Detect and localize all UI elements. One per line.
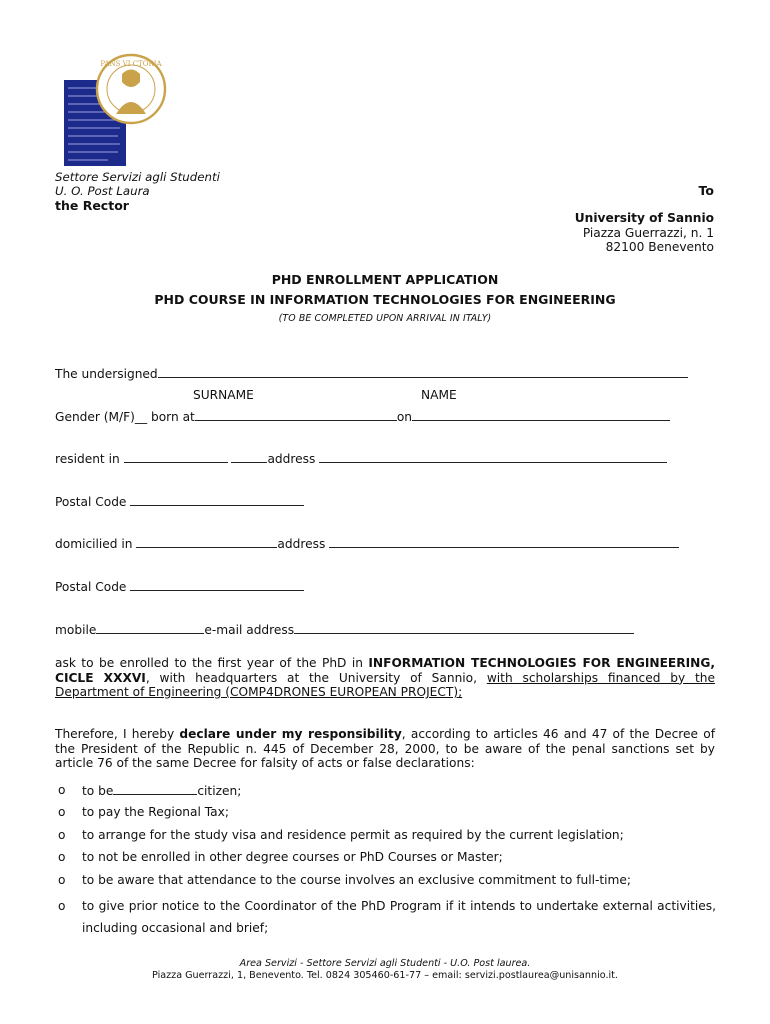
resident-prov-blank[interactable] [231, 451, 267, 463]
recipient-address [575, 211, 714, 255]
svg-text:PANS VI CTORIA: PANS VI CTORIA [100, 60, 162, 68]
to-label: To [698, 183, 714, 198]
birthplace-blank[interactable] [195, 409, 397, 421]
surname-caption: SURNAME [193, 388, 254, 402]
document-title: PHD ENROLLMENT APPLICATION [271, 272, 499, 287]
postal2-row [55, 579, 304, 594]
mobile-blank[interactable] [96, 622, 204, 634]
birthdate-blank[interactable] [412, 409, 670, 421]
undersigned-blank[interactable] [158, 366, 688, 378]
declaration-paragraph [55, 727, 715, 771]
bullet-marker: o [58, 898, 66, 913]
university-name: University of Sannio [574, 211, 714, 225]
request-paragraph [55, 656, 715, 700]
declare-bold: declare under my responsibility [179, 727, 402, 741]
postal2-blank[interactable] [130, 579, 304, 591]
completion-note: (TO BE COMPLETED UPON ARRIVAL IN ITALY) [278, 313, 492, 324]
postal2-label: Postal Code [55, 580, 127, 594]
resident-city-blank[interactable] [124, 451, 228, 463]
page-footer [0, 958, 770, 982]
list-item-text: to be [82, 784, 114, 798]
declare-text: Therefore, I hereby [55, 727, 180, 741]
list-item-text: to give prior notice to the Coordinator of the PhD Program if it intends to undertake external activities, including occasional and brief; [82, 898, 716, 936]
address2-label: address [277, 537, 326, 551]
crest-seal-icon [64, 52, 169, 167]
phd-program-name: INFORMATION TECHNOLOGIES FOR ENGINEERING, CICLE XXXVI [55, 656, 715, 685]
bullet-marker: o [58, 783, 66, 797]
office-line: U. O. Post Laura [55, 184, 150, 198]
address-blank[interactable] [319, 451, 667, 463]
domiciled-label: domicilied in [55, 537, 133, 551]
document-subtitle: PHD COURSE IN INFORMATION TECHNOLOGIES FOR ENGINEERING [154, 292, 616, 307]
list-item [58, 895, 716, 940]
undersigned-label: The undersigned [55, 367, 158, 381]
footer-line: Area Servizi - Settore Servizi agli Studenti - U.O. Post laurea. [239, 958, 531, 969]
street: Piazza Guerrazzi, n. 1 [582, 225, 714, 240]
postal-row [55, 494, 304, 509]
list-item [58, 805, 716, 827]
resident-row [55, 451, 667, 466]
address-label: address [267, 452, 316, 466]
request-text: ask to be enrolled to the first year of the PhD in [55, 656, 369, 670]
undersigned-row [55, 366, 688, 381]
list-item [58, 873, 716, 895]
citizenship-blank[interactable] [113, 783, 197, 795]
declare-text-end: , according to articles 46 and 47 of the Decree of the President of the Republic n. 445 of December 28, 2000, to be aware of the penal sanctions set by article 76 of the same Decree for falsity of acts or false declarations: [55, 727, 715, 770]
bullet-marker: o [58, 850, 66, 865]
bullet-marker: o [58, 872, 66, 887]
list-item-text: to pay the Regional Tax; [82, 805, 229, 820]
email-label: e-mail address [204, 623, 295, 637]
office-line: Settore Servizi agli Studenti [55, 170, 220, 184]
email-blank[interactable] [294, 622, 634, 634]
postal-label: Postal Code [55, 495, 127, 509]
resident-label: resident in [55, 452, 120, 466]
city: 82100 Benevento [605, 240, 714, 254]
postal-blank[interactable] [130, 494, 304, 506]
domiciled-row [55, 536, 679, 551]
scholarship-note: with scholarships financed by the Department of Engineering (COMP4DRONES EUROPEAN PROJECT); [55, 670, 715, 699]
footer-contact: Piazza Guerrazzi, 1, Benevento. Tel. 0824 305460-61-77 – email: servizi.postlaurea@unisannio.it. [152, 970, 618, 981]
list-item-text: to not be enrolled in other degree courses or PhD Courses or Master; [82, 850, 503, 865]
list-item [58, 850, 716, 872]
request-text-mid: , with headquarters at the University of Sannio, [145, 670, 487, 685]
gender-row [55, 409, 670, 424]
list-item-text: to arrange for the study visa and residence permit as required by the current legislation; [82, 827, 624, 842]
declaration-list [58, 783, 716, 940]
rector-label: the Rector [55, 198, 129, 213]
university-logo [64, 52, 169, 167]
bullet-marker: o [58, 827, 66, 842]
list-item-text: citizen; [197, 784, 242, 798]
list-item-text: to be aware that attendance to the course involves an exclusive commitment to full-time; [82, 872, 632, 887]
domiciled-city-blank[interactable] [136, 536, 277, 548]
gender-label: Gender (M/F)__ born at [55, 410, 195, 424]
on-label: on [396, 410, 413, 424]
list-item [58, 783, 716, 805]
office-block [55, 170, 220, 198]
list-item [58, 828, 716, 850]
address2-blank[interactable] [329, 536, 679, 548]
mobile-label: mobile [55, 623, 97, 637]
bullet-marker: o [58, 805, 66, 820]
mobile-row [55, 622, 634, 637]
name-caption: NAME [421, 388, 457, 402]
